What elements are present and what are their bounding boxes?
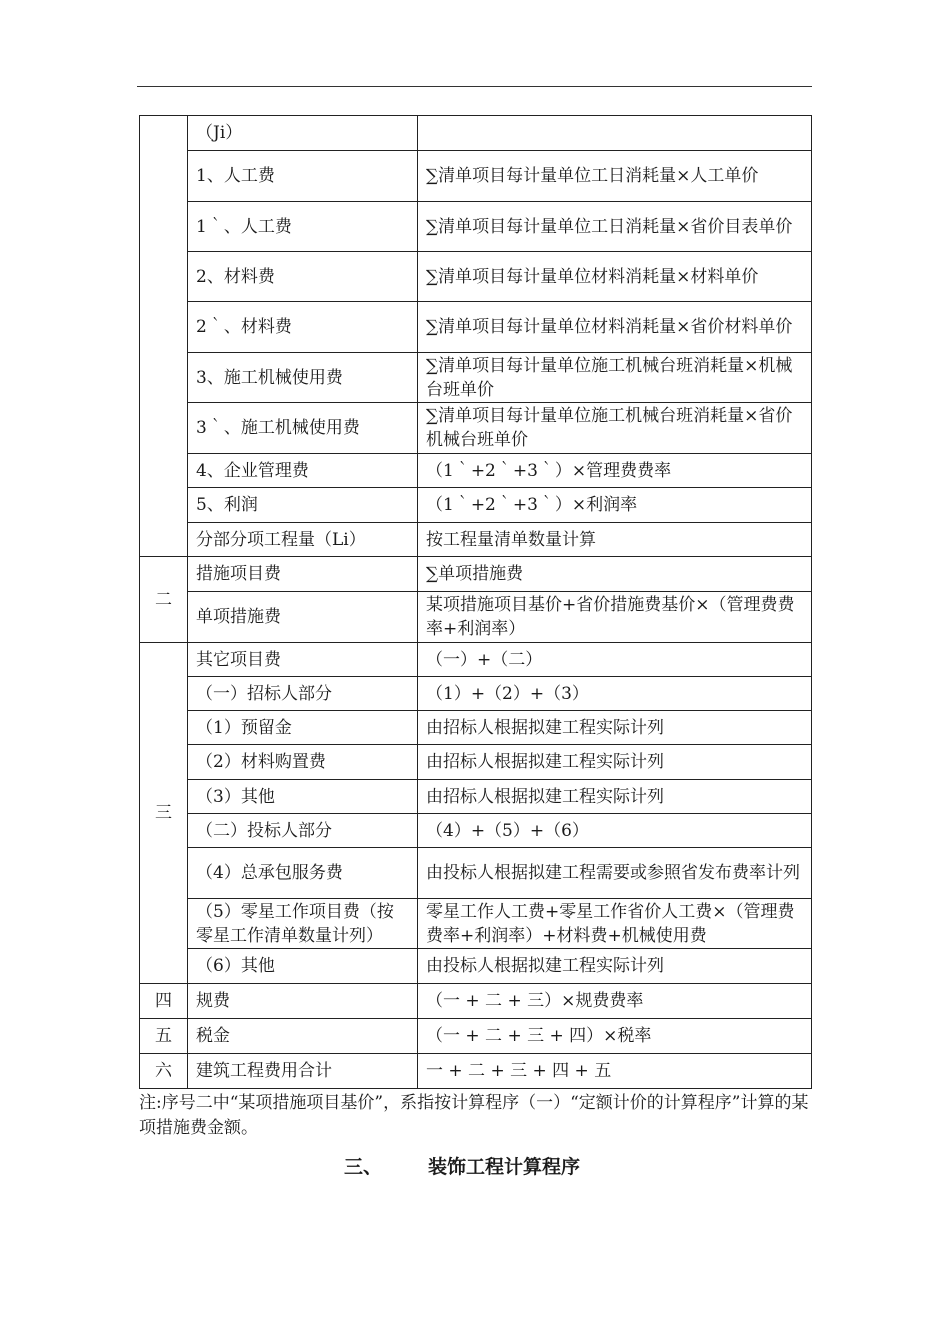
item-cell: （一）招标人部分: [188, 677, 418, 711]
table-row: [140, 814, 812, 848]
item-cell: 分部分项工程量（Li）: [188, 523, 418, 557]
formula-cell: ∑清单项目每计量单位工日消耗量×省价目表单价: [418, 202, 812, 252]
table-row: [140, 1054, 812, 1089]
fee-calculation-table: [139, 115, 812, 1089]
table-row: [140, 252, 812, 302]
item-cell: （3）其他: [188, 780, 418, 814]
formula-cell: 由招标人根据拟建工程实际计列: [418, 711, 812, 745]
item-cell: 1｀、人工费: [188, 202, 418, 252]
item-cell: 建筑工程费用合计: [188, 1054, 418, 1089]
table-row: [140, 353, 812, 403]
seq-cell: [140, 116, 188, 557]
table-row: [140, 848, 812, 899]
formula-cell: 由招标人根据拟建工程实际计列: [418, 745, 812, 780]
table-row: [140, 1019, 812, 1054]
formula-cell: 由投标人根据拟建工程实际计列: [418, 949, 812, 984]
formula-cell: ∑清单项目每计量单位材料消耗量×材料单价: [418, 252, 812, 302]
formula-cell: （1｀+2｀+3｀）×利润率: [418, 488, 812, 523]
table-row: [140, 711, 812, 745]
item-cell: 2｀、材料费: [188, 302, 418, 353]
item-cell: 规费: [188, 984, 418, 1019]
table-row: [140, 523, 812, 557]
table-row: [140, 403, 812, 454]
formula-cell: ∑清单项目每计量单位工日消耗量×人工单价: [418, 151, 812, 202]
table-row: [140, 557, 812, 592]
seq-cell: 二: [140, 557, 188, 643]
item-cell: （二）投标人部分: [188, 814, 418, 848]
formula-cell: 零星工作人工费+零星工作省价人工费×（管理费费率+利润率）+材料费+机械使用费: [418, 899, 812, 949]
table-row: [140, 454, 812, 488]
table-row: [140, 302, 812, 353]
item-cell: （1）预留金: [188, 711, 418, 745]
section-number: 三、: [344, 1156, 383, 1178]
item-cell: 2、材料费: [188, 252, 418, 302]
table-row: [140, 202, 812, 252]
formula-cell: （一 + 二 + 三）×规费费率: [418, 984, 812, 1019]
item-cell: （6）其他: [188, 949, 418, 984]
table-row: [140, 116, 812, 151]
formula-cell: 某项措施项目基价+省价措施费基价×（管理费费率+利润率）: [418, 592, 812, 643]
seq-cell: 四: [140, 984, 188, 1019]
table-row: [140, 745, 812, 780]
table-row: [140, 899, 812, 949]
formula-cell: ∑单项措施费: [418, 557, 812, 592]
table-row: [140, 780, 812, 814]
item-cell: 税金: [188, 1019, 418, 1054]
formula-cell: 按工程量清单数量计算: [418, 523, 812, 557]
seq-cell: 三: [140, 643, 188, 984]
table-row: [140, 677, 812, 711]
seq-cell: 五: [140, 1019, 188, 1054]
item-cell: 3｀、施工机械使用费: [188, 403, 418, 454]
header-rule: [137, 86, 812, 87]
item-cell: 单项措施费: [188, 592, 418, 643]
table-row: [140, 592, 812, 643]
formula-cell: 由投标人根据拟建工程需要或参照省发布费率计列: [418, 848, 812, 899]
item-cell: （5）零星工作项目费（按零星工作清单数量计列）: [188, 899, 418, 949]
table-footnote: 注:序号二中“某项措施项目基价”，系指按计算程序（一）“定额计价的计算程序”计算的某项措施费金额。: [139, 1093, 809, 1138]
item-cell: 措施项目费: [188, 557, 418, 592]
item-cell: 其它项目费: [188, 643, 418, 677]
formula-cell: （1｀+2｀+3｀）×管理费费率: [418, 454, 812, 488]
item-cell: （4）总承包服务费: [188, 848, 418, 899]
formula-cell: ∑清单项目每计量单位施工机械台班消耗量×省价机械台班单价: [418, 403, 812, 454]
item-cell: 1、人工费: [188, 151, 418, 202]
formula-cell: （一 + 二 + 三 + 四）×税率: [418, 1019, 812, 1054]
seq-cell: 六: [140, 1054, 188, 1089]
formula-cell: （4）+（5）+（6）: [418, 814, 812, 848]
formula-cell: ∑清单项目每计量单位材料消耗量×省价材料单价: [418, 302, 812, 353]
formula-cell: ∑清单项目每计量单位施工机械台班消耗量×机械台班单价: [418, 353, 812, 403]
item-cell: （2）材料购置费: [188, 745, 418, 780]
item-cell: 3、施工机械使用费: [188, 353, 418, 403]
table-row: [140, 488, 812, 523]
formula-cell: 一 + 二 + 三 + 四 + 五: [418, 1054, 812, 1089]
item-cell: （Ji）: [188, 116, 418, 151]
table-row: [140, 151, 812, 202]
table-row: [140, 643, 812, 677]
section-title: 装饰工程计算程序: [428, 1156, 581, 1178]
table-row: [140, 949, 812, 984]
item-cell: 5、利润: [188, 488, 418, 523]
item-cell: 4、企业管理费: [188, 454, 418, 488]
formula-cell: （一）+（二）: [418, 643, 812, 677]
formula-cell: （1）+（2）+（3）: [418, 677, 812, 711]
formula-cell: [418, 116, 812, 151]
formula-cell: 由招标人根据拟建工程实际计列: [418, 780, 812, 814]
table-row: [140, 984, 812, 1019]
